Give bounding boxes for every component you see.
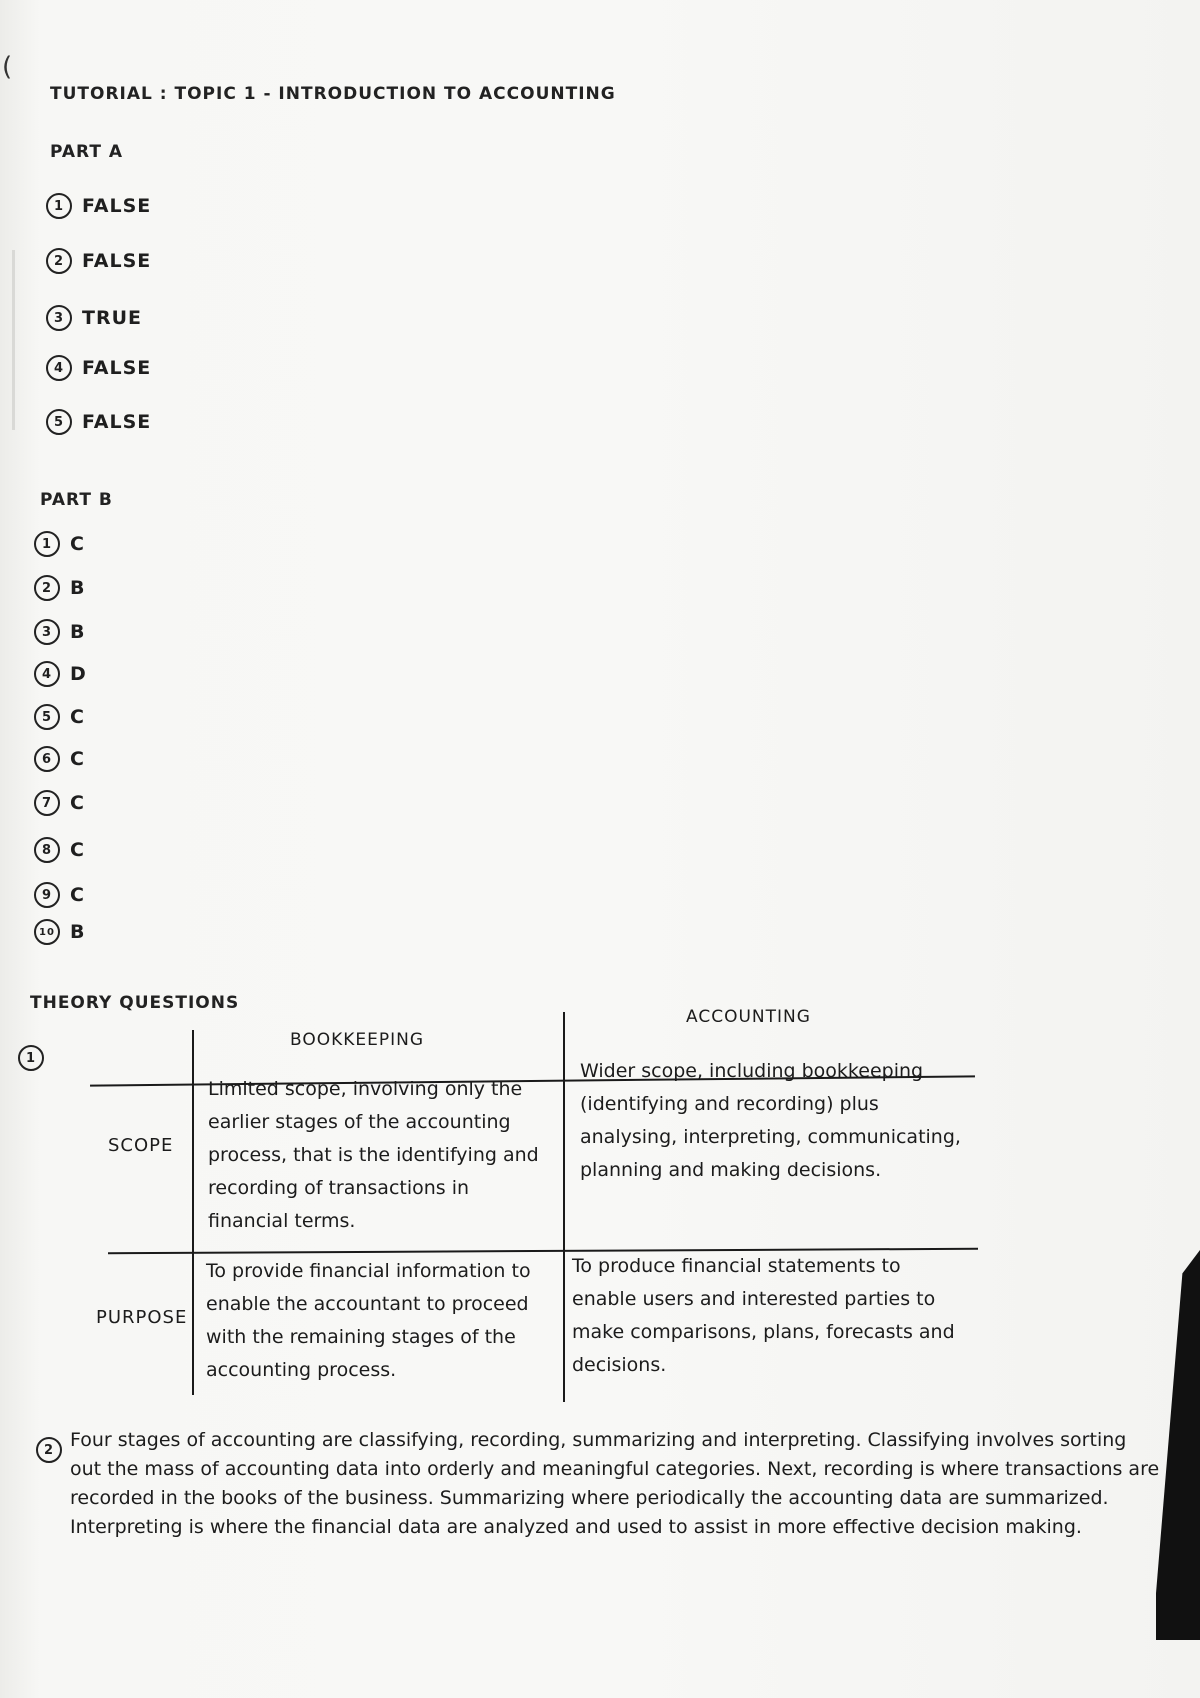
table-middle-divider [563,1012,565,1402]
part-b-answer-5 [34,704,85,730]
answer-text: C [70,533,85,555]
cell-scope-accounting: Wider scope, including bookkeeping (identifying and recording) plus analysing, interpreting, communicating, planning and making decisions. [580,1060,961,1181]
part-b-label: PART B [40,490,113,510]
theory-answer-2: Four stages of accounting are classifying, recording, summarizing and interpreting. Classifying involves sorting out the mass of accounting data into orderly and meaningful categories. Next, recording is where transactions are recorded in the books of the business. Summarizing where periodically the accounting data are summarized. Interpreting is where the financial data are analyzed and used to assist in more effective decision making. [70,1429,1160,1538]
theory-question-2-marker [36,1437,62,1463]
answer-text: C [70,839,85,861]
theory-questions-label: THEORY QUESTIONS [30,993,240,1013]
question-number: 3 [46,305,72,331]
part-a-label: PART A [50,142,124,162]
part-b-answer-2 [34,575,85,601]
answer-text: B [70,621,86,643]
column-header-bookkeeping: BOOKKEEPING [290,1030,425,1050]
question-number: 1 [34,531,60,557]
part-a-answer-5 [46,409,151,435]
column-header-accounting: ACCOUNTING [686,1007,811,1027]
question-number: 4 [46,355,72,381]
answer-text: C [70,884,85,906]
part-b-answer-8 [34,837,85,863]
part-b-answer-6 [34,746,85,772]
answer-text: C [70,792,85,814]
answer-text: C [70,706,85,728]
part-a-answer-4 [46,355,151,381]
bracket-mark: ( [2,52,13,82]
question-number: 1 [46,193,72,219]
answer-text: D [70,663,87,685]
question-number: 3 [34,619,60,645]
cell-purpose-bookkeeping: To provide financial information to enable the accountant to proceed with the remaining stages of the accounting process. [206,1260,531,1381]
question-number: 8 [34,837,60,863]
question-number: 10 [34,919,60,945]
page-margin-shadow [12,250,15,430]
part-a-answer-1 [46,193,151,219]
scan-edge-shadow [1156,1250,1200,1640]
cell-purpose-accounting: To produce financial statements to enable users and interested parties to make comparisons, plans, forecasts and decisions. [572,1255,955,1376]
part-b-answer-9 [34,882,85,908]
part-b-answer-7 [34,790,85,816]
answer-text: B [70,577,86,599]
answer-text: FALSE [82,411,152,433]
question-number: 5 [46,409,72,435]
part-b-answer-3 [34,619,85,645]
question-number: 2 [46,248,72,274]
answer-text: C [70,748,85,770]
question-number: 4 [34,661,60,687]
part-a-answer-2 [46,248,151,274]
answer-text: FALSE [82,195,152,217]
question-number: 5 [34,704,60,730]
question-number: 6 [34,746,60,772]
answer-text: FALSE [82,357,152,379]
answer-text: TRUE [82,307,142,329]
answer-text: B [70,921,86,943]
question-number: 2 [34,575,60,601]
question-number: 1 [18,1045,44,1071]
question-number: 7 [34,790,60,816]
row-label-scope: SCOPE [108,1135,174,1156]
question-number: 2 [36,1437,62,1463]
answer-text: FALSE [82,250,152,272]
part-b-answer-4 [34,661,87,687]
part-b-answer-1 [34,531,85,557]
cell-scope-bookkeeping: Limited scope, involving only the earlier stages of the accounting process, that is the identifying and recording of transactions in financial terms. [208,1078,539,1232]
page-title: TUTORIAL : TOPIC 1 - INTRODUCTION TO ACCOUNTING [50,84,616,104]
theory-question-1-marker [18,1045,44,1071]
question-number: 9 [34,882,60,908]
part-b-answer-10 [34,919,85,945]
part-a-answer-3 [46,305,142,331]
row-label-purpose: PURPOSE [96,1307,188,1328]
